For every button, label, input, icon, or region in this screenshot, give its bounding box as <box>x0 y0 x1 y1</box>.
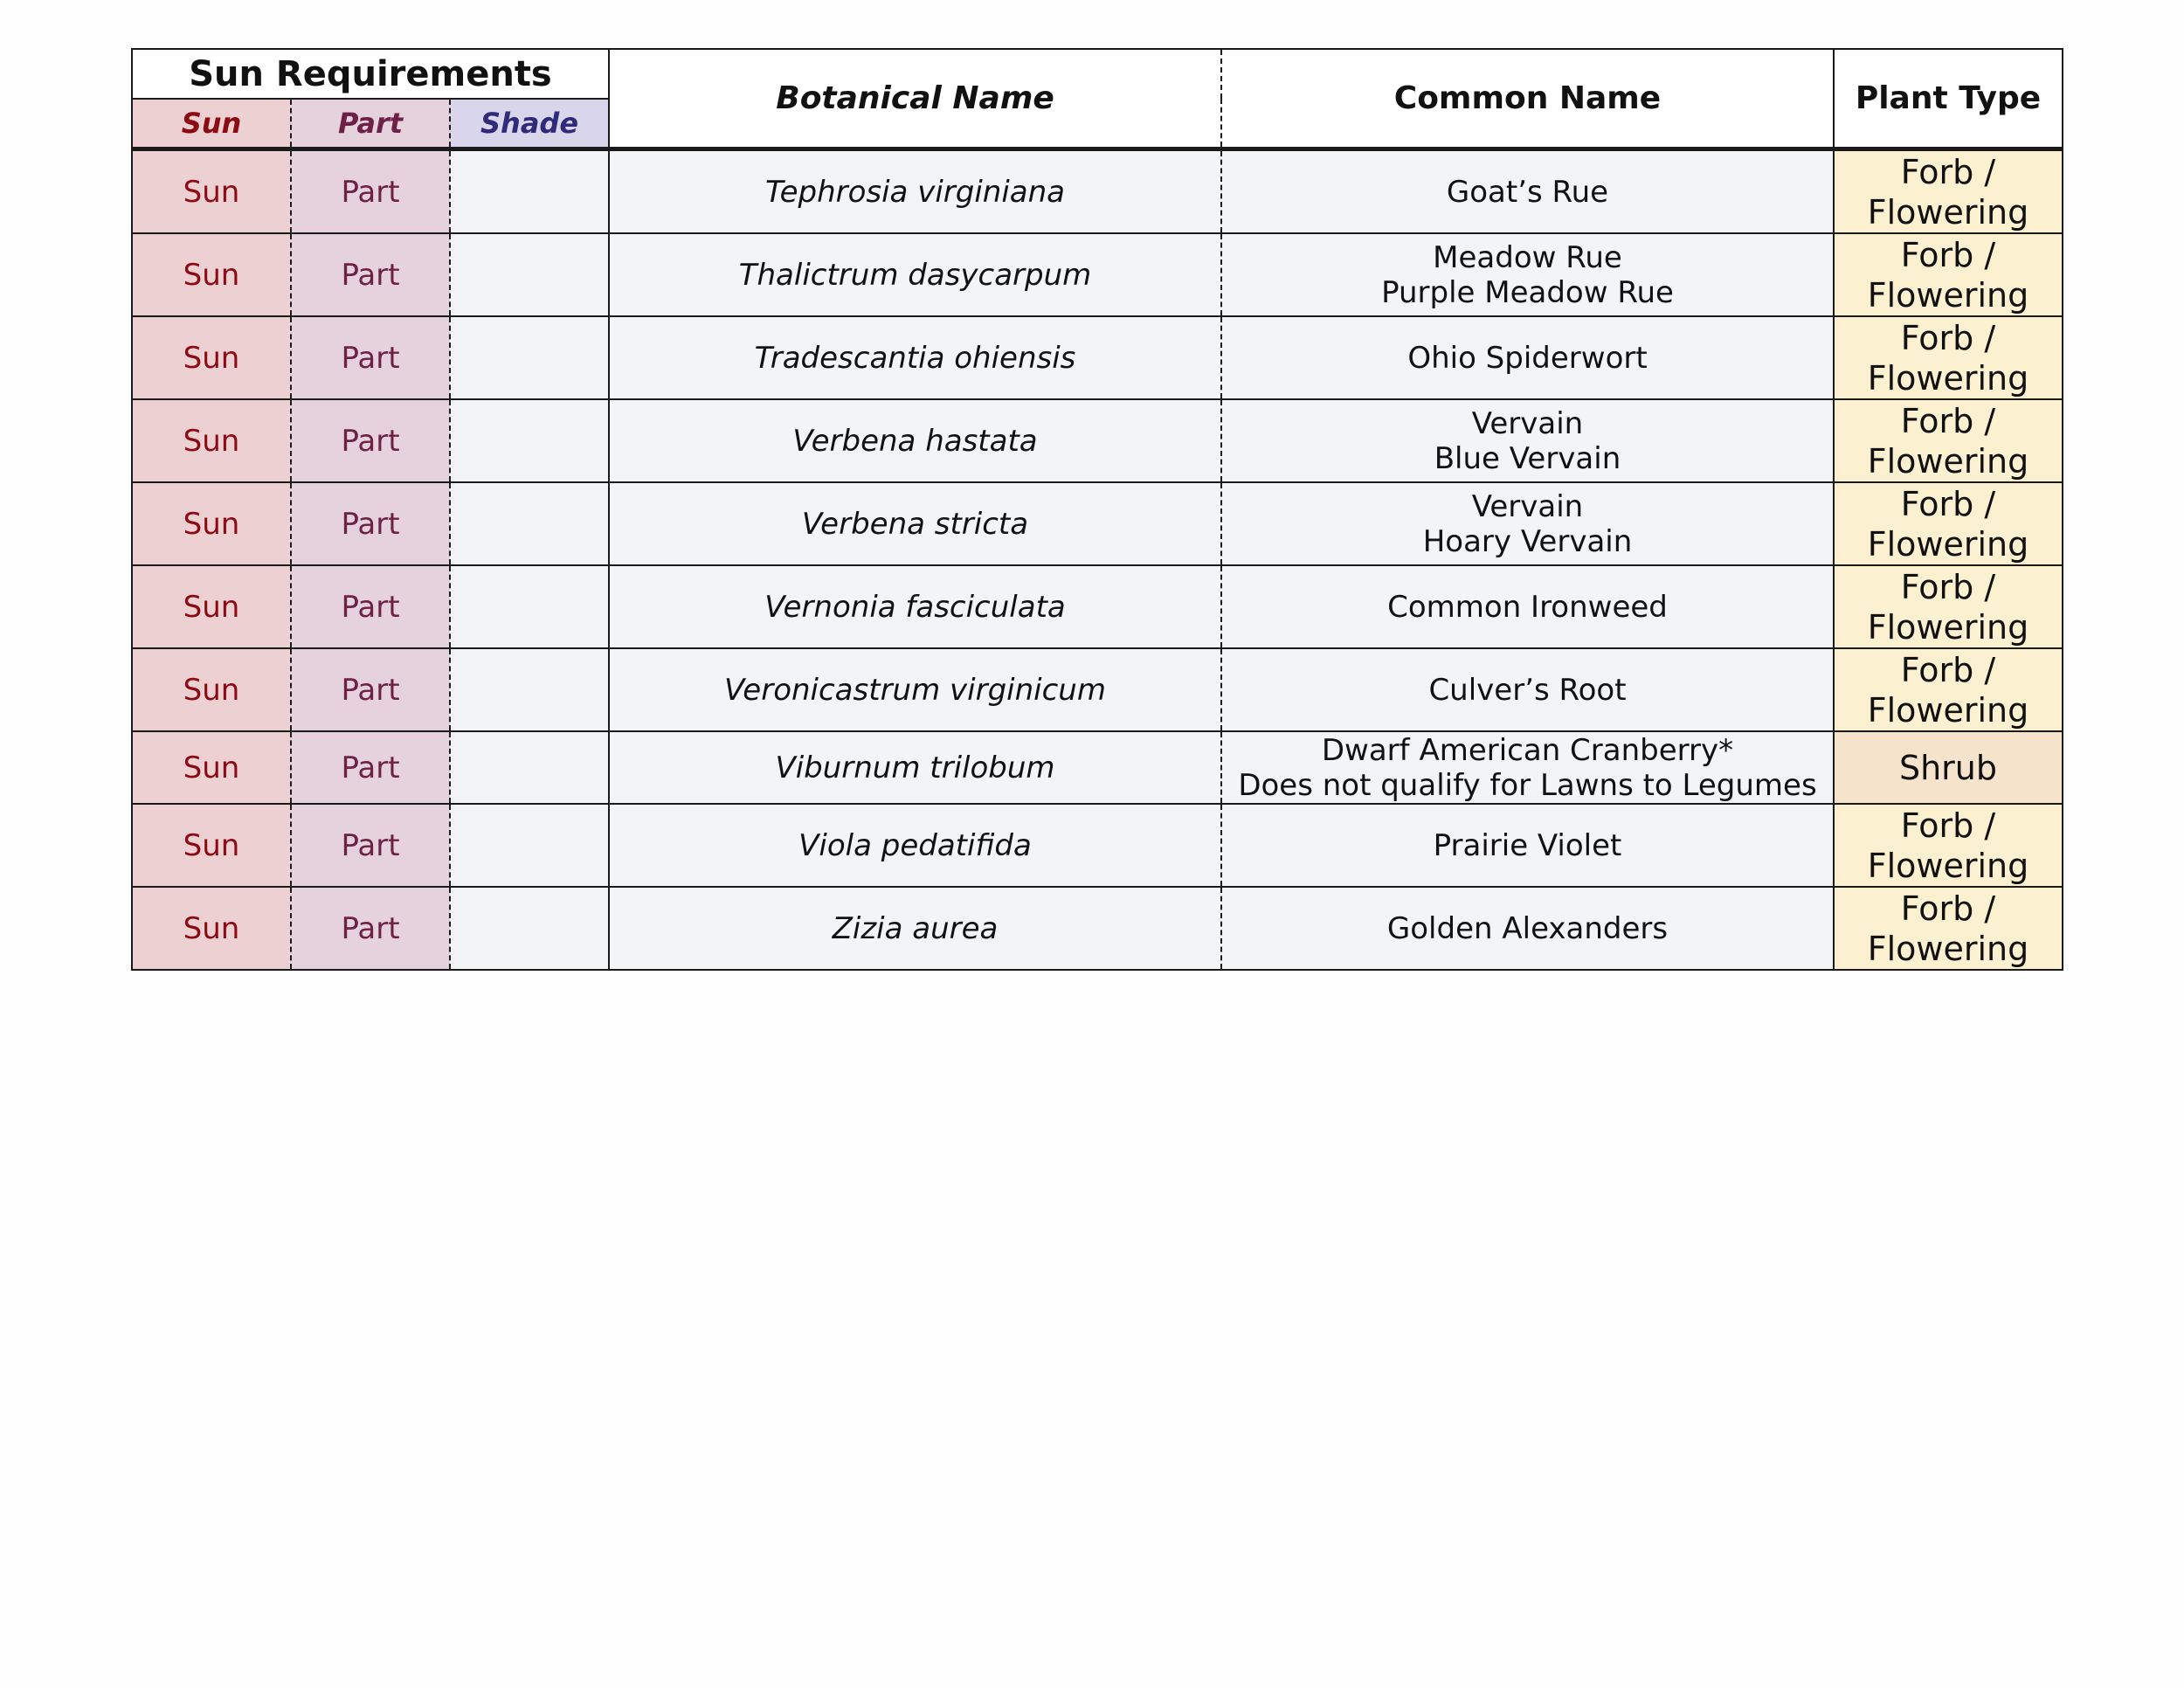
common-name-line: Dwarf American Cranberry* <box>1321 732 1734 768</box>
common-name-line: Ohio Spiderwort <box>1407 340 1648 376</box>
part-cell: Part <box>291 233 450 316</box>
plant-type-line: Forb / <box>1900 318 1996 357</box>
plant-type-line: Flowering <box>1867 690 2029 730</box>
shade-cell <box>450 399 609 482</box>
shade-cell <box>450 887 609 970</box>
common-name-cell <box>1221 648 1834 731</box>
common-name-header: Common Name <box>1221 49 1834 149</box>
part-cell: Part <box>291 316 450 399</box>
plant-type-line: Forb / <box>1900 806 1996 845</box>
table-row <box>132 731 2063 804</box>
sun-cell: Sun <box>132 482 291 565</box>
common-name-line: Purple Meadow Rue <box>1381 274 1674 310</box>
part-cell: Part <box>291 804 450 887</box>
shade-cell <box>450 804 609 887</box>
sun-cell: Sun <box>132 804 291 887</box>
botanical-name-cell: Viola pedatifida <box>609 804 1221 887</box>
plant-type-line: Flowering <box>1867 607 2029 647</box>
plant-type-cell <box>1834 648 2063 731</box>
part-cell: Part <box>291 149 450 234</box>
plant-type-line: Forb / <box>1900 889 1996 928</box>
botanical-name-cell: Tephrosia virginiana <box>609 149 1221 234</box>
table-row <box>132 149 2063 234</box>
plant-type-line: Flowering <box>1867 524 2029 564</box>
common-name-cell <box>1221 565 1834 648</box>
plant-type-line: Forb / <box>1900 567 1996 606</box>
table-row <box>132 482 2063 565</box>
sun-requirements-header: Sun Requirements <box>132 49 609 99</box>
table-row <box>132 887 2063 970</box>
botanical-name-cell: Tradescantia ohiensis <box>609 316 1221 399</box>
plant-type-cell <box>1834 565 2063 648</box>
plant-type-cell <box>1834 482 2063 565</box>
plant-type-line: Flowering <box>1867 275 2029 315</box>
plant-type-line: Flowering <box>1867 929 2029 968</box>
common-name-cell <box>1221 731 1834 804</box>
sun-cell: Sun <box>132 149 291 234</box>
plant-type-line: Forb / <box>1900 650 1996 689</box>
common-name-cell <box>1221 149 1834 234</box>
plant-type-line: Forb / <box>1900 401 1996 440</box>
plant-type-line: Flowering <box>1867 358 2029 398</box>
sun-cell: Sun <box>132 316 291 399</box>
plant-type-line: Flowering <box>1867 441 2029 481</box>
common-name-line: Does not qualify for Lawns to Legumes <box>1238 767 1817 803</box>
common-name-cell <box>1221 233 1834 316</box>
part-cell: Part <box>291 482 450 565</box>
common-name-line: Prairie Violet <box>1433 827 1622 863</box>
sun-column-header: Sun <box>132 99 291 149</box>
plant-type-line: Flowering <box>1867 192 2029 232</box>
plant-type-cell <box>1834 233 2063 316</box>
plant-type-cell <box>1834 316 2063 399</box>
table-row <box>132 233 2063 316</box>
common-name-cell <box>1221 887 1834 970</box>
table-body <box>132 149 2063 971</box>
sun-cell: Sun <box>132 731 291 804</box>
plant-type-cell <box>1834 731 2063 804</box>
shade-cell <box>450 731 609 804</box>
sun-cell: Sun <box>132 233 291 316</box>
table-header <box>132 49 2063 149</box>
shade-cell <box>450 149 609 234</box>
plant-type-line: Flowering <box>1867 846 2029 885</box>
plant-table <box>131 48 2063 971</box>
botanical-name-cell: Viburnum trilobum <box>609 731 1221 804</box>
plant-type-line: Forb / <box>1900 484 1996 523</box>
part-cell: Part <box>291 565 450 648</box>
sun-cell: Sun <box>132 565 291 648</box>
part-cell: Part <box>291 648 450 731</box>
sun-cell: Sun <box>132 887 291 970</box>
shade-cell <box>450 565 609 648</box>
common-name-line: Hoary Vervain <box>1422 523 1633 559</box>
common-name-cell <box>1221 316 1834 399</box>
shade-cell <box>450 482 609 565</box>
shade-cell <box>450 648 609 731</box>
botanical-name-cell: Verbena hastata <box>609 399 1221 482</box>
common-name-line: Vervain <box>1471 405 1584 441</box>
table-row <box>132 565 2063 648</box>
common-name-line: Golden Alexanders <box>1386 910 1669 946</box>
sun-cell: Sun <box>132 399 291 482</box>
common-name-line: Meadow Rue <box>1433 239 1622 275</box>
plant-type-line: Forb / <box>1900 152 1996 191</box>
part-column-header: Part <box>291 99 450 149</box>
plant-type-line: Forb / <box>1900 235 1996 274</box>
plant-type-cell <box>1834 804 2063 887</box>
common-name-line: Vervain <box>1471 488 1584 524</box>
part-cell: Part <box>291 731 450 804</box>
common-name-cell <box>1221 399 1834 482</box>
plant-type-cell <box>1834 887 2063 970</box>
part-cell: Part <box>291 399 450 482</box>
botanical-name-header: Botanical Name <box>609 49 1221 149</box>
common-name-line: Culver’s Root <box>1428 672 1627 708</box>
plant-type-line: Shrub <box>1898 748 1998 787</box>
part-cell: Part <box>291 887 450 970</box>
shade-cell <box>450 316 609 399</box>
botanical-name-cell: Thalictrum dasycarpum <box>609 233 1221 316</box>
table-row <box>132 648 2063 731</box>
common-name-cell <box>1221 482 1834 565</box>
table-row <box>132 316 2063 399</box>
plant-type-cell <box>1834 399 2063 482</box>
botanical-name-cell: Veronicastrum virginicum <box>609 648 1221 731</box>
shade-column-header: Shade <box>450 99 609 149</box>
common-name-line: Common Ironweed <box>1387 589 1668 625</box>
common-name-line: Goat’s Rue <box>1446 174 1609 210</box>
botanical-name-cell: Vernonia fasciculata <box>609 565 1221 648</box>
table-row <box>132 804 2063 887</box>
sun-cell: Sun <box>132 648 291 731</box>
plant-type-cell <box>1834 149 2063 234</box>
common-name-line: Blue Vervain <box>1434 440 1621 476</box>
botanical-name-cell: Verbena stricta <box>609 482 1221 565</box>
plant-type-header: Plant Type <box>1834 49 2063 149</box>
common-name-cell <box>1221 804 1834 887</box>
botanical-name-cell: Zizia aurea <box>609 887 1221 970</box>
shade-cell <box>450 233 609 316</box>
table-row <box>132 399 2063 482</box>
